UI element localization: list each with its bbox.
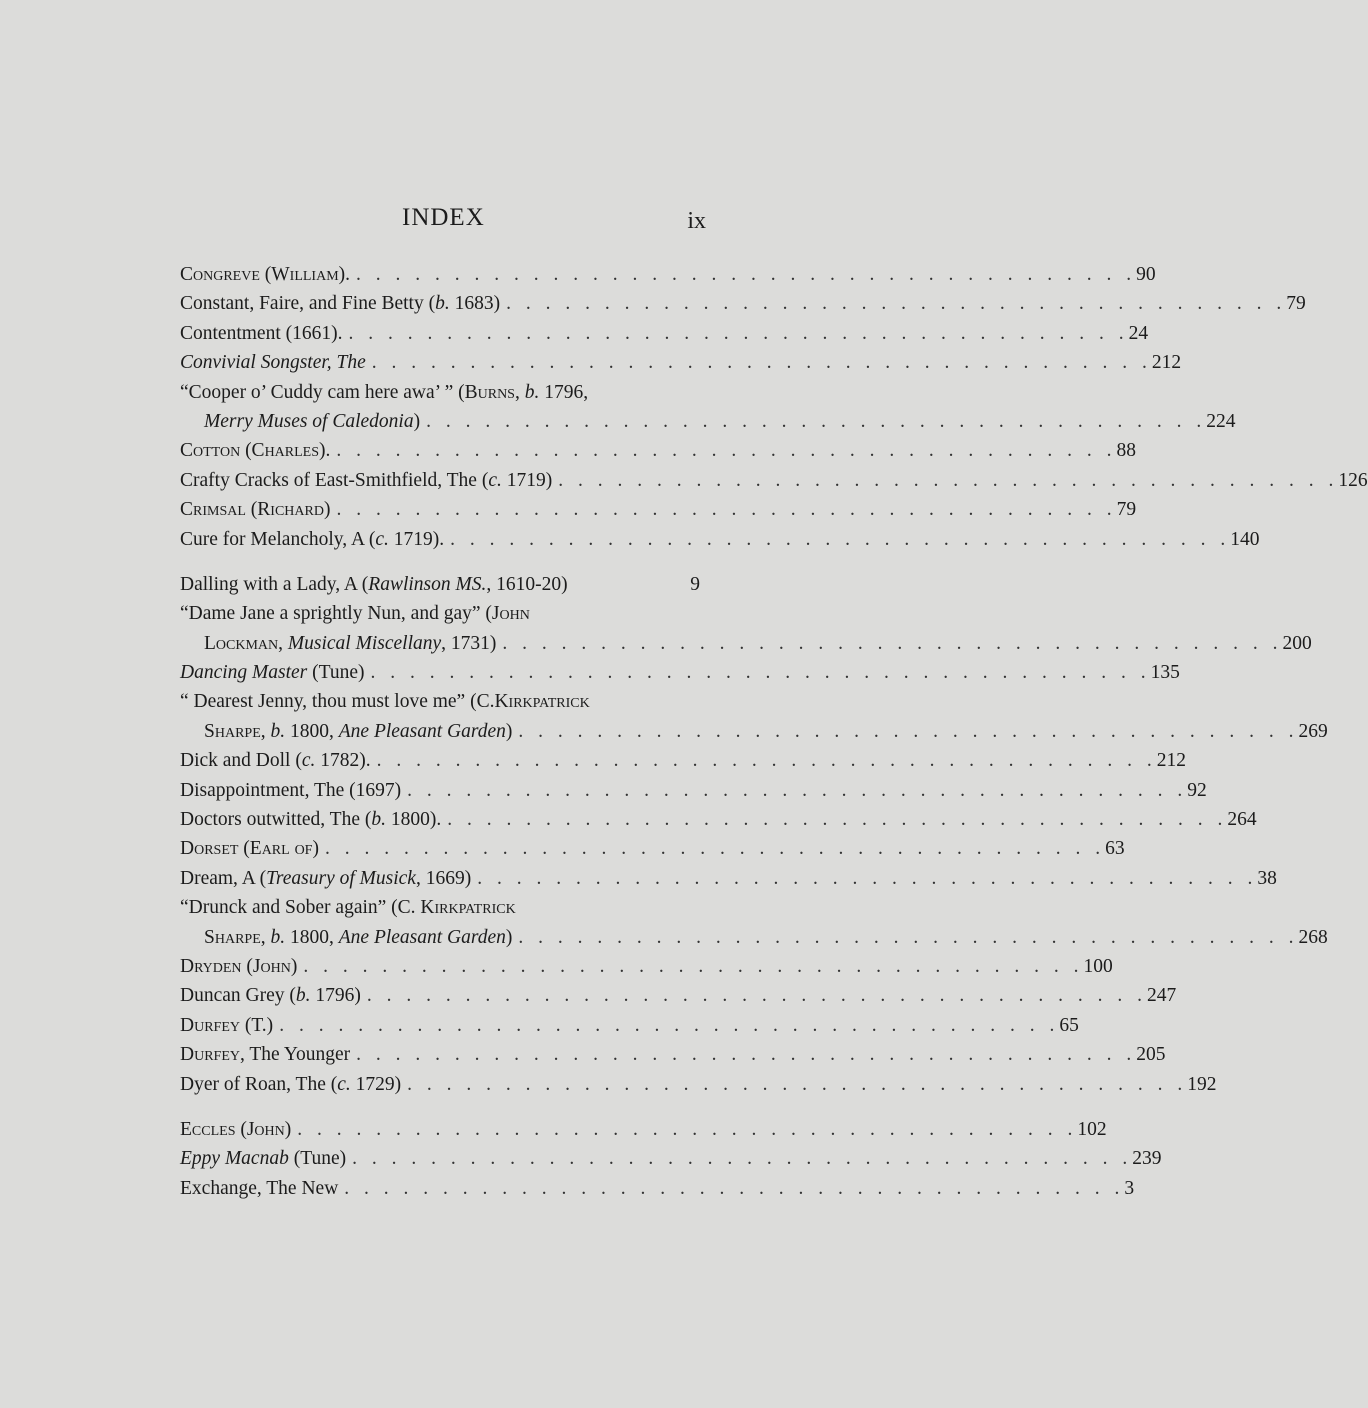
index-entry <box>180 1040 1166 1069</box>
entry-text-part: 1683) <box>449 293 501 315</box>
leader-dots: . . . . . . . . . . . . . . . . . . . . . . . . . . . . . . . . . . . . . . . . <box>370 662 1151 684</box>
italic-text: Treasury of Musick <box>266 867 416 889</box>
leader-dots: . . . . . . . . . . . . . . . . . . . . . . . . . . . . . . . . . . . . . . . . <box>371 352 1152 374</box>
entry-text-part: 1782). <box>315 750 371 772</box>
entry-text-part: , <box>514 381 525 403</box>
entry-page-number: 24 <box>1128 322 1149 344</box>
small-caps-text: Durfey <box>180 1044 240 1066</box>
entry-text-part: Disappointment, The (1697) <box>180 779 402 801</box>
entry-page-number: 264 <box>1227 809 1257 831</box>
entry-page-number: 79 <box>1286 293 1306 315</box>
index-entry <box>180 495 1137 524</box>
leader-dots: . . . . . . . . . . . . . . . . . . . . . . . . . . . . . . . . . . . . . . . . <box>344 1177 1125 1199</box>
index-entry-line <box>180 1174 1135 1203</box>
leader-dots: . . . . . . . . . . . . . . . . . . . . . . . . . . . . . . . . . . . . . . . . <box>348 322 1129 344</box>
entry-text-part: ) <box>413 410 421 432</box>
index-entry <box>180 570 700 599</box>
entry-text-part: Contentment (1661). <box>180 322 343 344</box>
entry-page-number: 239 <box>1132 1148 1162 1170</box>
entry-text <box>204 717 512 746</box>
leader-dots: . . . . . . . . . . . . . . . . . . . . . . . . . . . . . . . . . . . . . . . . <box>376 750 1157 772</box>
entry-text-part: (Tune) <box>307 662 365 684</box>
index-entry-line <box>180 570 700 599</box>
entry-text-part: 1800). <box>385 809 442 831</box>
entry-page-number: 38 <box>1257 867 1277 889</box>
italic-text: Musical Miscellany <box>287 632 442 654</box>
entry-text-part: Cure for Melancholy, A ( <box>180 528 376 550</box>
index-entry-line <box>180 658 1180 687</box>
entry-text <box>180 525 444 554</box>
index-entry <box>180 776 1207 805</box>
index-entry <box>180 893 1328 952</box>
entry-text-part: Dick and Doll ( <box>180 750 302 772</box>
leader-dots: . . . . . . . . . . . . . . . . . . . . . . . . . . . . . . . . . . . . . . . . <box>426 410 1207 432</box>
page-title: INDEX <box>402 204 485 231</box>
index-entry-line <box>180 319 1149 348</box>
leader-dots: . . . . . . . . . . . . . . . . . . . . . . . . . . . . . . . . . . . . . . . . <box>324 838 1106 860</box>
index-entry-line <box>180 407 1236 436</box>
entry-text <box>180 981 361 1010</box>
index-entry <box>180 834 1125 863</box>
entry-text-part: Dyer of Roan, The ( <box>180 1073 338 1095</box>
small-caps-text: Durfey (T.) <box>180 1014 274 1036</box>
entry-text-part: , <box>260 926 271 948</box>
italic-text: b. <box>270 720 286 742</box>
leader-dots: . . . . . . . . . . . . . . . . . . . . . . . . . . . . . . . . . . . . . . . . <box>506 293 1287 315</box>
index-entry-line <box>180 466 1368 495</box>
entry-text <box>180 952 297 981</box>
index-entry-line <box>180 348 1182 377</box>
entry-text <box>180 289 500 318</box>
entry-text-part: “Cooper o’ Cuddy cam here awa’ ” ( <box>180 381 465 403</box>
index-entry-line <box>180 923 1328 952</box>
index-entry <box>180 1144 1162 1173</box>
entry-text-part: (Tune) <box>288 1148 347 1170</box>
entry-text <box>180 348 366 377</box>
small-caps-text: Congreve (William) <box>180 264 346 285</box>
entry-text-part: ) <box>505 926 513 948</box>
entry-page-number: 9 <box>690 573 700 595</box>
entry-page-number: 65 <box>1059 1014 1079 1036</box>
italic-text: b. <box>270 926 286 948</box>
leader-dots: . . . . . . . . . . . . . . . . . . . . . . . . . . . . . . . . . . . . . . . . <box>447 809 1228 831</box>
index-entry-line <box>180 952 1113 981</box>
entry-text-part: . <box>345 264 351 285</box>
leader-dots: . . . . . . . . . . . . . . . . . . . . . . . . . . . . . . . . . . . . . . . . <box>336 440 1117 462</box>
entry-page-number: 200 <box>1282 632 1312 654</box>
small-caps-text: Burns <box>464 381 515 403</box>
entry-text-part: 1796, <box>539 381 589 403</box>
index-entry <box>180 981 1177 1010</box>
entry-page-number: 92 <box>1187 779 1207 801</box>
entry-page-number: 90 <box>1136 264 1156 285</box>
entry-page-number: 100 <box>1083 955 1113 977</box>
italic-text: c. <box>301 750 316 772</box>
entry-text-part: , <box>278 632 288 654</box>
index-entry <box>180 1115 1107 1144</box>
entry-text-part: 1800, <box>285 926 339 948</box>
entry-text-part: Doctors outwitted, The ( <box>180 809 372 831</box>
entry-page-number: 3 <box>1124 1177 1135 1199</box>
entry-text <box>180 378 588 407</box>
small-caps-text: Cotton (Charles) <box>180 440 326 462</box>
index-list <box>180 260 1368 1203</box>
entry-text <box>180 319 342 348</box>
entry-text-part: , 1610-20) <box>486 573 568 595</box>
small-caps-text: John <box>491 603 530 625</box>
entry-text <box>180 436 330 465</box>
entry-page-number: 192 <box>1187 1073 1217 1095</box>
leader-dots: . . . . . . . . . . . . . . . . . . . . . . . . . . . . . . . . . . . . . . . . <box>303 955 1084 977</box>
index-entry-line <box>180 289 1306 318</box>
italic-text: Merry Muses of Caledonia <box>204 410 414 432</box>
leader-dots: . . . . . . . . . . . . . . . . . . . . . . . . . . . . . . . . . . . . . . . . <box>407 779 1188 801</box>
index-entry-line <box>180 776 1207 805</box>
entry-page-number: 63 <box>1105 838 1125 860</box>
leader-dots: . . . . . . . . . . . . . . . . . . . . . . . . . . . . . . . . . . . . . . . . <box>297 1118 1078 1140</box>
italic-text: b. <box>435 293 450 315</box>
entry-text <box>180 260 350 289</box>
entry-page-number: 247 <box>1147 985 1177 1007</box>
entry-text <box>180 1115 291 1144</box>
index-entry-line <box>180 864 1277 893</box>
index-entry-line <box>180 1011 1079 1040</box>
index-entry-line <box>180 525 1260 554</box>
index-entry-line <box>180 893 700 922</box>
italic-text: c. <box>375 528 389 550</box>
entry-text-part: 1796) <box>310 985 361 1007</box>
page-number: ix <box>687 208 706 234</box>
italic-text: b. <box>524 381 540 403</box>
entry-text-part: ) <box>505 720 513 742</box>
index-entry <box>180 436 1137 465</box>
entry-text <box>180 1040 350 1069</box>
leader-dots: . . . . . . . . . . . . . . . . . . . . . . . . . . . . . . . . . . . . . . . . <box>450 528 1231 550</box>
leader-dots: . . . . . . . . . . . . . . . . . . . . . . . . . . . . . . . . . . . . . . . . <box>366 985 1147 1007</box>
leader-dots: . . . . . . . . . . . . . . . . . . . . . . . . . . . . . . . . . . . . . . . . <box>407 1073 1188 1095</box>
entry-text-part: Constant, Faire, and Fine Betty ( <box>180 293 436 315</box>
index-entry <box>180 1011 1079 1040</box>
entry-text-part: , The Younger <box>239 1044 351 1066</box>
italic-text: c. <box>488 469 502 491</box>
small-caps-text: Eccles (John) <box>180 1118 292 1140</box>
entry-page-number: 269 <box>1298 720 1328 742</box>
entry-page-number: 135 <box>1150 662 1180 684</box>
index-entry <box>180 260 1156 289</box>
entry-page-number: 268 <box>1298 926 1328 948</box>
entry-text <box>204 407 420 436</box>
entry-text-part: “Dame Jane a sprightly Nun, and gay” ( <box>180 603 492 625</box>
entry-page-number: 212 <box>1156 750 1187 772</box>
index-entry-line <box>180 1115 1107 1144</box>
entry-text <box>180 776 401 805</box>
index-entry-line <box>180 1070 1217 1099</box>
italic-text: Eppy Macnab <box>180 1148 289 1170</box>
index-entry <box>180 687 1328 746</box>
index-entry-line <box>180 495 1137 524</box>
entry-text-part: Crafty Cracks of East-Smithfield, The ( <box>180 469 489 491</box>
italic-text: Ane Pleasant Garden <box>338 720 506 742</box>
entry-text <box>180 1070 401 1099</box>
entry-text <box>180 1144 346 1173</box>
index-entry <box>180 348 1182 377</box>
leader-dots: . . . . . . . . . . . . . . . . . . . . . . . . . . . . . . . . . . . . . . . . <box>518 926 1299 948</box>
index-entry-line <box>180 834 1125 863</box>
index-letter-group <box>180 570 1328 1099</box>
entry-page-number: 88 <box>1116 440 1137 462</box>
index-letter-group <box>180 260 1368 554</box>
entry-text-part: 1800, <box>285 720 339 742</box>
italic-text: b. <box>371 809 386 831</box>
index-entry <box>180 1174 1135 1203</box>
leader-dots: . . . . . . . . . . . . . . . . . . . . . . . . . . . . . . . . . . . . . . . . <box>356 264 1137 285</box>
entry-page-number: 224 <box>1206 410 1236 432</box>
entry-text <box>180 1174 338 1203</box>
index-entry <box>180 864 1277 893</box>
index-entry-line <box>180 260 1156 289</box>
index-entry <box>180 1070 1217 1099</box>
small-caps-text: Sharpe <box>204 720 261 742</box>
index-entry <box>180 952 1113 981</box>
entry-page-number: 79 <box>1116 499 1137 521</box>
entry-text <box>180 495 330 524</box>
entry-text-part: 1719) <box>501 469 553 491</box>
entry-page-number: 212 <box>1151 352 1182 374</box>
leader-dots: . . . . . . . . . . . . . . . . . . . . . . . . . . . . . . . . . . . . . . . . <box>477 867 1258 889</box>
leader-dots: . . . . . . . . . . . . . . . . . . . . . . . . . . . . . . . . . . . . . . . . <box>356 1044 1137 1066</box>
entry-page-number: 140 <box>1230 528 1260 550</box>
index-letter-group <box>180 1115 1162 1203</box>
index-entry <box>180 319 1149 348</box>
entry-text <box>180 864 471 893</box>
entry-text <box>180 466 552 495</box>
index-entry <box>180 378 1236 437</box>
entry-text-part: . <box>325 440 331 462</box>
index-entry-line <box>180 717 1328 746</box>
entry-text-part: , 1731) <box>441 632 497 654</box>
entry-text <box>180 834 319 863</box>
entry-text <box>180 599 530 628</box>
index-entry-line <box>180 436 1137 465</box>
entry-text-part: 1729) <box>350 1073 402 1095</box>
entry-text-part: Exchange, The New <box>180 1177 339 1199</box>
index-entry-line <box>180 599 700 628</box>
leader-dots: . . . . . . . . . . . . . . . . . . . . . . . . . . . . . . . . . . . . . . . . <box>558 469 1339 491</box>
entry-page-number: 205 <box>1136 1044 1166 1066</box>
italic-text: Convivial Songster, The <box>180 352 366 374</box>
index-entry <box>180 805 1257 834</box>
entry-text <box>180 658 365 687</box>
index-entry-line <box>180 1144 1162 1173</box>
running-header <box>180 204 706 238</box>
entry-text-part: , 1669) <box>415 867 472 889</box>
index-entry-line <box>180 981 1177 1010</box>
index-entry <box>180 658 1180 687</box>
index-entry <box>180 746 1187 775</box>
index-entry-line <box>180 746 1187 775</box>
entry-page-number: 126 <box>1338 469 1368 491</box>
entry-text <box>180 1011 273 1040</box>
entry-text <box>180 570 568 599</box>
index-entry-line <box>180 629 1312 658</box>
small-caps-text: Kirkpatrick <box>420 897 516 919</box>
index-entry-line <box>180 687 700 716</box>
index-entry-line <box>180 378 700 407</box>
entry-page-number: 102 <box>1077 1118 1107 1140</box>
leader-dots: . . . . . . . . . . . . . . . . . . . . . . . . . . . . . . . . . . . . . . . . <box>502 632 1283 654</box>
small-caps-text: Kirkpatrick <box>494 691 590 713</box>
italic-text: Rawlinson MS. <box>368 573 487 595</box>
italic-text: b. <box>295 985 311 1007</box>
entry-text-part: Dream, A ( <box>180 867 267 889</box>
index-entry <box>180 466 1368 495</box>
leader-dots: . . . . . . . . . . . . . . . . . . . . . . . . . . . . . . . . . . . . . . . . <box>336 499 1117 521</box>
entry-text-part: “Drunck and Sober again” (C. <box>180 897 421 919</box>
entry-text <box>180 746 371 775</box>
entry-text-part: , <box>260 720 271 742</box>
entry-text <box>204 629 496 658</box>
italic-text: c. <box>337 1073 351 1095</box>
small-caps-text: Dryden (John) <box>180 955 298 977</box>
small-caps-text: Sharpe <box>204 926 261 948</box>
entry-text-part: Duncan Grey ( <box>180 985 296 1007</box>
entry-text <box>204 923 512 952</box>
entry-text <box>180 805 441 834</box>
small-caps-text: Lockman <box>204 632 279 654</box>
leader-dots: . . . . . . . . . . . . . . . . . . . . . . . . . . . . . . . . . . . . . . . . <box>352 1148 1133 1170</box>
small-caps-text: Crimsal (Richard) <box>180 499 331 521</box>
entry-text <box>180 687 590 716</box>
index-entry-line <box>180 1040 1166 1069</box>
index-entry <box>180 289 1306 318</box>
italic-text: Ane Pleasant Garden <box>338 926 506 948</box>
italic-text: Dancing Master <box>180 662 308 684</box>
entry-text-part: “ Dearest Jenny, thou must love me” (C. <box>180 691 495 713</box>
index-entry-line <box>180 805 1257 834</box>
entry-text <box>180 893 516 922</box>
index-entry <box>180 599 1312 658</box>
entry-text-part: Dalling with a Lady, A ( <box>180 573 369 595</box>
leader-dots: . . . . . . . . . . . . . . . . . . . . . . . . . . . . . . . . . . . . . . . . <box>518 720 1299 742</box>
leader-dots: . . . . . . . . . . . . . . . . . . . . . . . . . . . . . . . . . . . . . . . . <box>279 1014 1060 1036</box>
index-entry <box>180 525 1260 554</box>
entry-text-part: 1719). <box>388 528 445 550</box>
small-caps-text: Dorset (Earl of) <box>180 838 319 860</box>
